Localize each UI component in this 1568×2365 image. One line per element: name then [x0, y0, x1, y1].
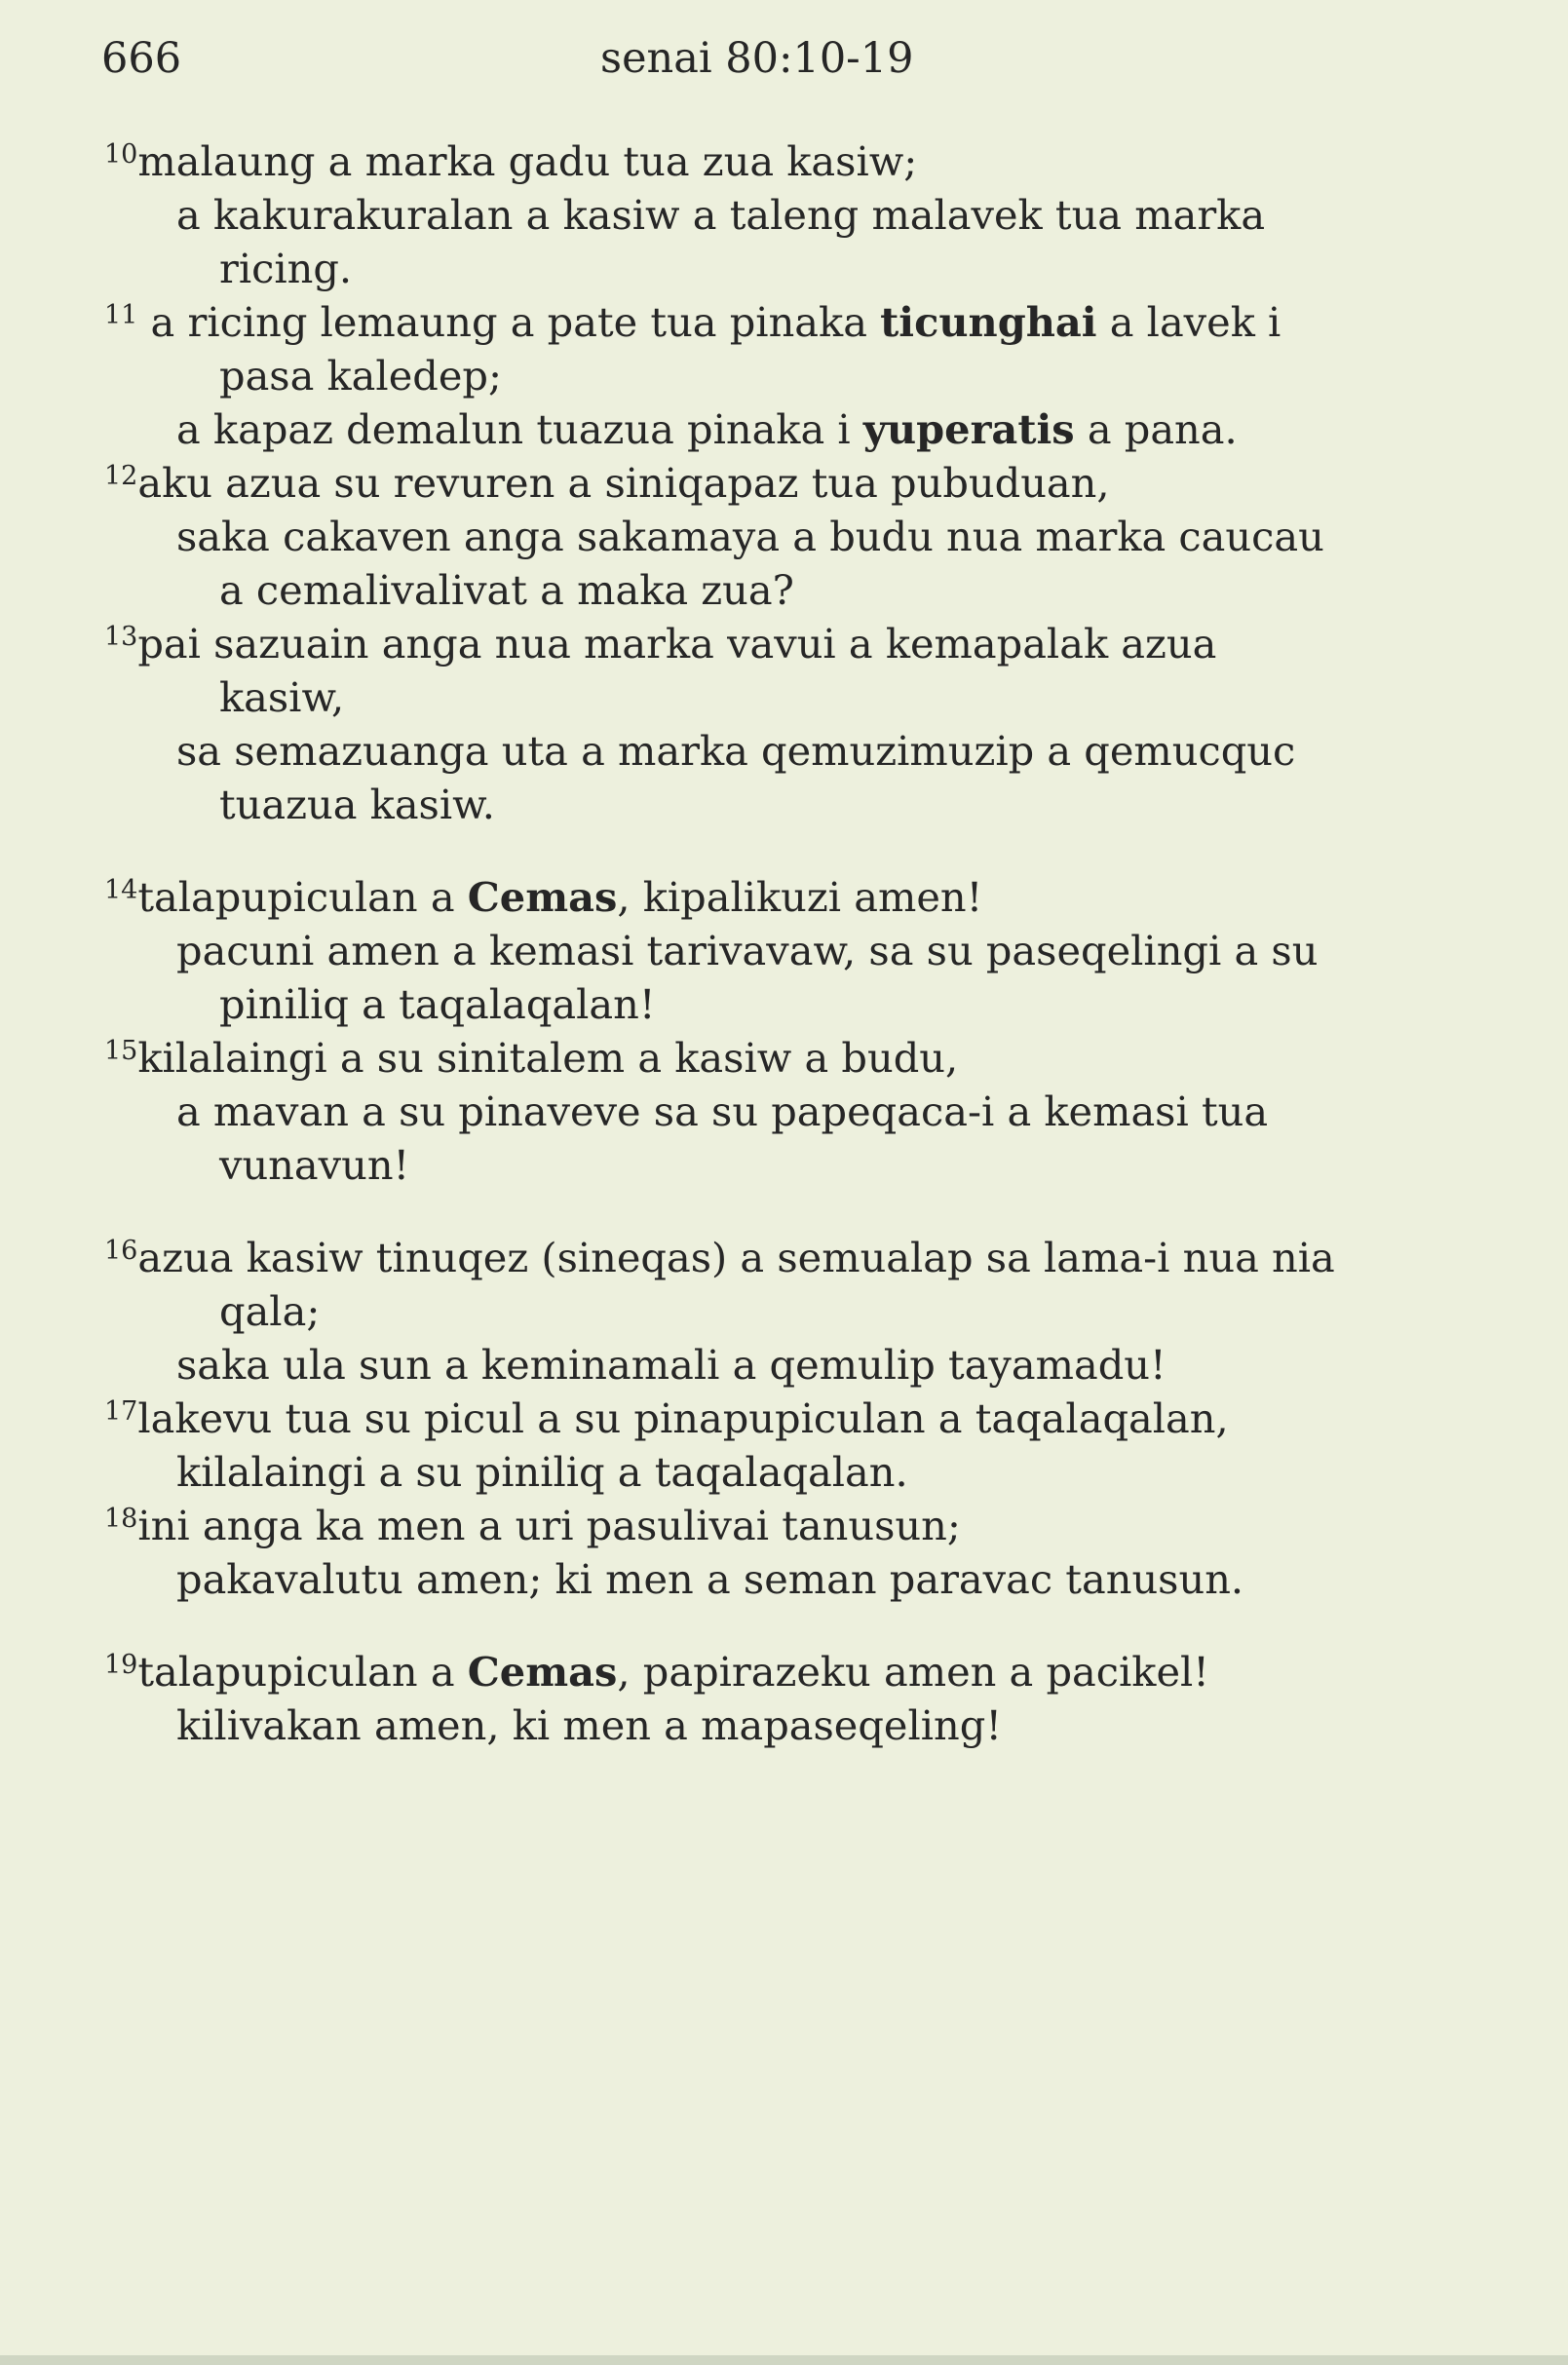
stanza-gap — [112, 1606, 1408, 1645]
verse-16 — [104, 1231, 1408, 1392]
verse-line — [104, 870, 1408, 924]
bold-term: yuperatis — [862, 405, 1075, 453]
verse-text: lakevu tua su picul a su pinapupiculan a taqalaqalan, — [137, 1394, 1229, 1442]
verse-text: vunavun! — [219, 1141, 410, 1189]
verse-text: a ricing lemaung a pate tua pinaka — [137, 298, 881, 346]
verse-text: pasa kaledep; — [219, 352, 502, 400]
verse-number: 10 — [104, 139, 138, 170]
verse-12 — [104, 456, 1408, 617]
verse-text: pakavalutu amen; ki men a seman paravac tanusun. — [176, 1555, 1244, 1603]
verse-line — [112, 510, 1408, 563]
bold-term: ticunghai — [880, 298, 1097, 346]
verse-line — [104, 617, 1408, 670]
page-edge — [0, 2355, 1568, 2365]
verse-text: kilalaingi a su sinitalem a kasiw a budu, — [137, 1034, 959, 1082]
verse-text: aku azua su revuren a siniqapaz tua pubuduan, — [137, 459, 1110, 507]
verse-13 — [104, 617, 1408, 831]
verse-line — [104, 1499, 1408, 1552]
verse-text: talapupiculan a — [137, 1648, 468, 1696]
verse-number: 18 — [104, 1504, 138, 1534]
verse-line — [104, 1031, 1408, 1085]
verse-text: , kipalikuzi amen! — [617, 873, 983, 921]
verse-text: kilalaingi a su piniliq a taqalaqalan. — [176, 1448, 908, 1496]
verse-number: 17 — [104, 1396, 138, 1427]
running-head: senai 80:10-19 — [600, 34, 914, 83]
verse-text: ini anga ka men a uri pasulivai tanusun; — [137, 1502, 961, 1549]
verse-line — [104, 1392, 1408, 1445]
verse-number: 11 — [104, 300, 138, 330]
verse-text: a pana. — [1074, 405, 1238, 453]
verse-line — [112, 188, 1408, 242]
verse-17 — [104, 1392, 1408, 1499]
verse-text: ricing. — [219, 245, 353, 292]
verse-text: qala; — [219, 1287, 321, 1335]
page-header — [101, 29, 1568, 88]
verse-line — [112, 670, 1408, 724]
verse-line — [112, 1445, 1408, 1499]
verse-number: 13 — [104, 622, 138, 652]
verse-body — [104, 134, 1408, 1752]
verse-text: pai sazuain anga nua marka vavui a kemapalak azua — [137, 620, 1217, 668]
verse-text: saka cakaven anga sakamaya a budu nua marka caucau — [176, 513, 1324, 560]
verse-line — [112, 1138, 1408, 1192]
verse-19 — [104, 1645, 1408, 1752]
verse-line — [112, 1284, 1408, 1338]
verse-line — [112, 402, 1408, 456]
verse-text: piniliq a taqalaqalan! — [219, 980, 656, 1028]
verse-text: saka ula sun a keminamali a qemulip tayamadu! — [176, 1341, 1166, 1389]
verse-line — [104, 1231, 1408, 1284]
verse-text: kilivakan amen, ki men a mapaseqeling! — [176, 1701, 1003, 1749]
verse-text: kasiw, — [219, 673, 345, 721]
verse-11 — [104, 295, 1408, 456]
verse-text: malaung a marka gadu tua zua kasiw; — [137, 137, 918, 185]
verse-number: 12 — [104, 461, 138, 491]
verse-number: 15 — [104, 1036, 138, 1066]
verse-14 — [104, 870, 1408, 1031]
verse-text: a mavan a su pinaveve sa su papeqaca-i a kemasi tua — [176, 1087, 1269, 1135]
verse-text: a lavek i — [1096, 298, 1281, 346]
verse-line — [112, 977, 1408, 1031]
verse-10 — [104, 134, 1408, 295]
stanza-gap — [112, 1192, 1408, 1231]
verse-line — [104, 456, 1408, 510]
verse-15 — [104, 1031, 1408, 1192]
verse-number: 14 — [104, 875, 138, 905]
verse-line — [112, 242, 1408, 295]
verse-line — [112, 349, 1408, 402]
verse-text: a cemalivalivat a maka zua? — [219, 566, 794, 614]
verse-line — [112, 1552, 1408, 1606]
verse-number: 16 — [104, 1236, 138, 1266]
verse-line — [112, 1698, 1408, 1752]
verse-text: a kapaz demalun tuazua pinaka i — [176, 405, 863, 453]
verse-18 — [104, 1499, 1408, 1606]
verse-text: tuazua kasiw. — [219, 781, 495, 828]
verse-line — [112, 924, 1408, 977]
verse-line — [104, 295, 1408, 349]
verse-text: , papirazeku amen a pacikel! — [617, 1648, 1209, 1696]
verse-text: azua kasiw tinuqez (sineqas) a semualap sa lama-i nua nia — [137, 1234, 1335, 1281]
verse-text: pacuni amen a kemasi tarivavaw, sa su paseqelingi a su — [176, 927, 1319, 974]
page-number: 666 — [101, 34, 182, 83]
verse-line — [112, 563, 1408, 617]
verse-line — [104, 1645, 1408, 1698]
verse-text: talapupiculan a — [137, 873, 468, 921]
verse-text: sa semazuanga uta a marka qemuzimuzip a qemucquc — [176, 727, 1296, 775]
verse-line — [104, 134, 1408, 188]
verse-line — [112, 1338, 1408, 1392]
verse-text: a kakurakuralan a kasiw a taleng malavek tua marka — [176, 191, 1266, 239]
verse-line — [112, 778, 1408, 831]
bold-term: Cemas — [467, 1648, 618, 1696]
verse-line — [112, 1085, 1408, 1138]
bold-term: Cemas — [467, 873, 618, 921]
verse-line — [112, 724, 1408, 778]
stanza-gap — [112, 831, 1408, 870]
verse-number: 19 — [104, 1650, 138, 1680]
